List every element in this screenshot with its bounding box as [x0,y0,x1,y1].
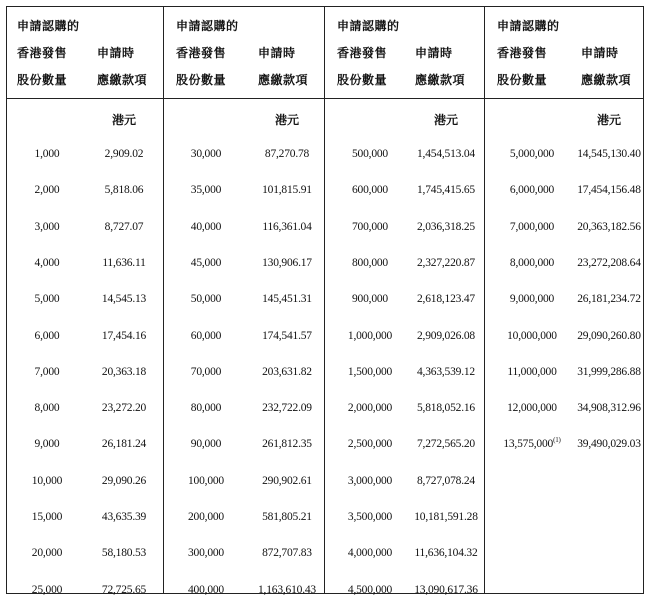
share-quantity [17,366,77,378]
amount-payable: 1,745,415.65 [417,184,475,197]
share-quantity-value: 200,000 [188,511,224,523]
amount-payable: 29,090.26 [101,474,147,487]
share-quantity [337,475,403,487]
qty-header-line: 香港發售 [176,46,227,60]
qty-header-line: 申請認購的 [337,19,400,33]
share-quantity [337,366,403,378]
qty-header-line: 香港發售 [17,46,68,60]
amount-payable: 261,812.35 [262,438,312,451]
amount-payable: 14,545,130.40 [577,148,641,160]
share-quantity-value: 600,000 [352,184,388,197]
amount-payable: 872,707.83 [262,547,312,560]
share-quantity [176,293,236,305]
amount-payable: 203,631.82 [262,365,312,378]
amount-payable: 8,727,078.24 [417,474,475,487]
share-quantity-value: 9,000 [34,438,60,451]
share-quantity-value: 3,000,000 [347,474,393,487]
share-quantity [17,184,77,196]
price-table [6,6,644,594]
quantity-column [17,7,77,596]
share-quantity-value: 90,000 [190,438,222,451]
share-quantity-value: 50,000 [190,293,222,306]
share-quantity [176,330,236,342]
share-quantity [176,257,236,269]
share-quantity [497,330,567,342]
share-quantity [17,148,77,160]
share-quantity-value: 40,000 [190,220,222,233]
share-quantity [497,293,567,305]
share-quantity-value: 11,000,000 [507,365,557,378]
share-quantity-value: 100,000 [188,474,224,487]
amount-header-line: 申請時 [258,46,296,60]
quantity-column [337,7,403,596]
share-quantity-value: 12,000,000 [507,402,557,415]
amount-payable: 11,636,104.32 [414,547,478,560]
share-quantity [17,584,77,596]
share-quantity [17,330,77,342]
qty-header-line: 股份數量 [337,73,388,87]
amount-payable: 13,090,617.36 [414,583,478,596]
share-quantity-value: 70,000 [190,365,222,378]
share-quantity-value: 700,000 [352,220,388,233]
share-quantity-value: 7,000 [34,365,60,378]
share-quantity [17,475,77,487]
qty-header-line: 申請認購的 [497,19,560,33]
share-quantity [337,547,403,559]
share-quantity [337,257,403,269]
amount-payable: 23,272.20 [101,402,147,415]
amount-payable: 2,036,318.25 [417,220,475,233]
share-quantity [176,366,236,378]
amount-payable: 26,181.24 [101,438,147,451]
amount-payable: 87,270.78 [264,148,310,160]
amount-payable: 26,181,234.72 [577,293,641,306]
share-quantity-value: 60,000 [190,329,222,342]
share-quantity-value: 8,000,000 [509,256,555,269]
amount-payable: 39,490,029.03 [577,438,641,451]
share-quantity-value: 20,000 [31,547,63,560]
amount-payable: 2,327,220.87 [417,256,475,269]
share-quantity-value: 3,000 [34,220,60,233]
column-group [485,7,643,593]
share-quantity-value: 15,000 [31,511,63,523]
share-quantity [497,438,567,450]
amount-payable: 31,999,286.88 [577,365,641,378]
share-quantity-value: 2,000 [34,184,60,197]
amount-payable: 34,908,312.96 [577,402,641,415]
share-quantity-value: 4,500,000 [347,583,393,596]
share-quantity-value: 10,000,000 [507,329,557,342]
share-quantity [337,438,403,450]
share-quantity [17,438,77,450]
share-quantity [337,293,403,305]
amount-header-line: 應繳款項 [258,73,309,87]
share-quantity-value: 1,000 [34,148,60,160]
share-quantity [17,257,77,269]
share-quantity [497,366,567,378]
share-quantity-value: 8,000 [34,402,60,415]
amount-column [89,7,159,596]
amount-payable: 5,818.06 [104,184,144,197]
share-quantity [337,148,403,160]
share-quantity-value: 4,000,000 [347,547,393,560]
amount-payable: 2,909,026.08 [417,329,475,342]
amount-payable: 58,180.53 [101,547,147,560]
amount-header-line: 申請時 [97,46,135,60]
amount-column [250,7,324,596]
share-quantity-value: 300,000 [188,547,224,560]
amount-payable: 116,361.04 [262,220,312,233]
share-quantity [17,547,77,559]
amount-payable: 232,722.09 [262,402,312,415]
share-quantity-value: 25,000 [31,583,63,596]
share-quantity-value: 30,000 [190,148,222,160]
amount-header-line: 申請時 [415,46,453,60]
share-quantity [497,257,567,269]
share-quantity [337,402,403,414]
quantity-column [176,7,236,596]
amount-payable: 17,454,156.48 [577,184,641,197]
share-quantity [497,221,567,233]
share-quantity-value: 1,000,000 [347,329,393,342]
amount-payable: 4,363,539.12 [417,365,475,378]
share-quantity [337,184,403,196]
share-quantity [17,402,77,414]
share-quantity [176,148,236,160]
qty-header-line: 股份數量 [497,73,548,87]
amount-payable: 10,181,591.28 [414,511,478,523]
share-quantity-value: 80,000 [190,402,222,415]
currency-unit: 港元 [111,113,136,127]
share-quantity [337,221,403,233]
share-quantity-value: 35,000 [190,184,222,197]
amount-payable: 11,636.11 [102,256,146,269]
share-quantity [176,221,236,233]
share-quantity-value: 5,000 [34,293,60,306]
amount-payable: 2,618,123.47 [417,293,475,306]
amount-payable: 130,906.17 [262,256,312,269]
share-quantity [337,584,403,596]
amount-header-line: 應繳款項 [415,73,466,87]
share-quantity-value: 800,000 [352,256,388,269]
share-quantity [176,475,236,487]
share-quantity-value: 4,000 [34,256,60,269]
amount-payable: 1,163,610.43 [258,583,316,596]
share-quantity [176,584,236,596]
share-quantity-value: 2,000,000 [347,402,393,415]
amount-payable: 5,818,052.16 [417,402,475,415]
share-quantity [497,148,567,160]
qty-header-line: 股份數量 [176,73,227,87]
amount-payable: 72,725.65 [101,583,147,596]
currency-unit: 港元 [274,113,299,127]
share-quantity-value: 5,000,000 [509,148,555,160]
share-quantity [17,221,77,233]
amount-payable: 23,272,208.64 [577,256,641,269]
share-quantity [176,184,236,196]
qty-header-line: 香港發售 [497,46,548,60]
share-quantity [176,511,236,523]
amount-payable: 20,363.18 [101,365,147,378]
amount-payable: 43,635.39 [101,511,147,523]
share-quantity [497,184,567,196]
share-quantity-value: 1,500,000 [347,365,393,378]
share-quantity-value: 45,000 [190,256,222,269]
amount-payable: 174,541.57 [262,329,312,342]
share-quantity [176,547,236,559]
qty-header-line: 申請認購的 [17,19,80,33]
amount-payable: 290,902.61 [262,474,312,487]
share-quantity [176,438,236,450]
amount-payable: 2,909.02 [104,148,144,160]
share-quantity-value: 6,000,000 [509,184,555,197]
currency-unit: 港元 [596,113,621,127]
amount-payable: 145,451.31 [262,293,312,306]
share-quantity-value: 400,000 [188,583,224,596]
quantity-column [497,7,567,593]
amount-payable: 7,272,565.20 [417,438,475,451]
amount-header-line: 申請時 [581,46,619,60]
share-quantity-value: 3,500,000 [347,511,393,523]
amount-column [407,7,485,596]
share-quantity [337,330,403,342]
share-quantity [17,511,77,523]
share-quantity [337,511,403,523]
share-quantity-value: 500,000 [352,148,388,160]
qty-header-line: 香港發售 [337,46,388,60]
share-quantity-value: 6,000 [34,329,60,342]
share-quantity-value: 7,000,000 [509,220,555,233]
share-quantity [176,402,236,414]
share-quantity-value: 13,575,000 [503,438,554,451]
amount-payable: 1,454,513.04 [417,148,475,160]
column-group [164,7,324,596]
amount-header-line: 應繳款項 [97,73,148,87]
column-group [325,7,484,596]
amount-payable: 14,545.13 [101,293,147,306]
share-quantity-value: 9,000,000 [509,293,555,306]
amount-payable: 581,805.21 [262,511,312,523]
share-quantity-value: 900,000 [352,293,388,306]
amount-header-line: 應繳款項 [581,73,632,87]
qty-header-line: 股份數量 [17,73,68,87]
amount-payable: 101,815.91 [262,184,312,197]
share-quantity-value: 2,500,000 [347,438,393,451]
column-group [7,7,163,596]
amount-column [573,7,645,593]
share-quantity-value: 10,000 [31,474,63,487]
footnote-marker: (1) [553,436,561,445]
qty-header-line: 申請認購的 [176,19,239,33]
share-quantity [17,293,77,305]
amount-payable: 17,454.16 [101,329,147,342]
amount-payable: 20,363,182.56 [577,220,641,233]
share-quantity [497,402,567,414]
currency-unit: 港元 [433,113,458,127]
amount-payable: 29,090,260.80 [577,329,641,342]
amount-payable: 8,727.07 [104,220,144,233]
